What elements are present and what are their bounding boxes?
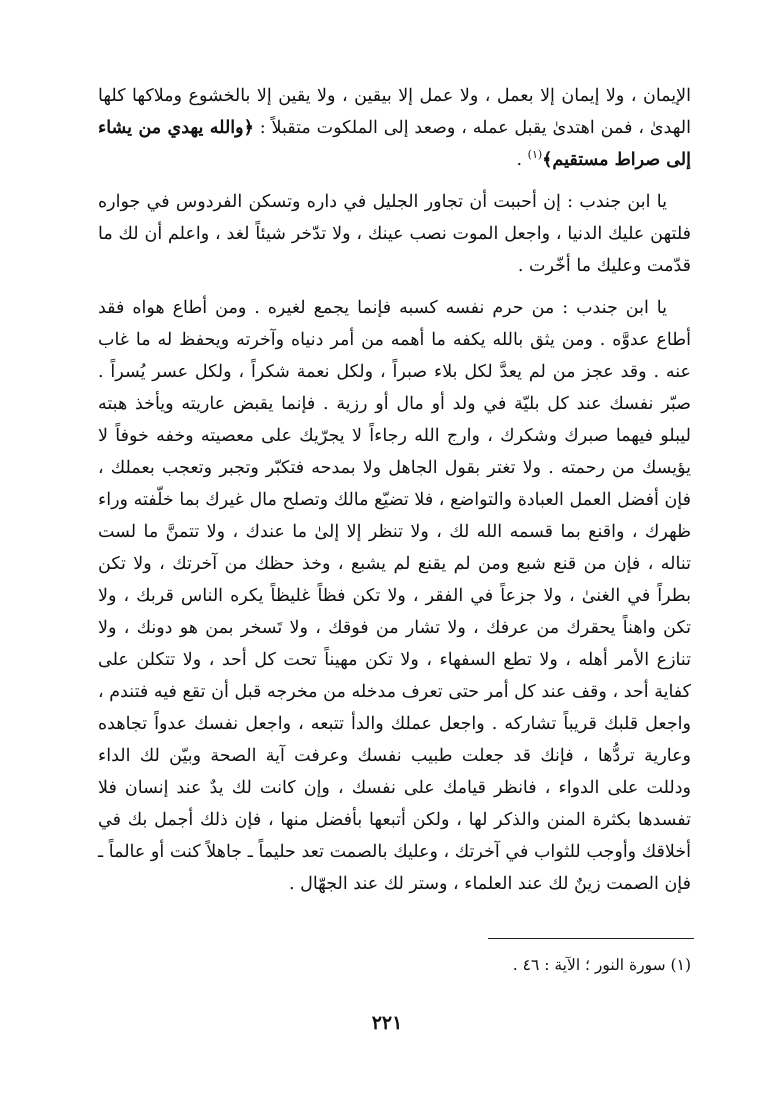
footnote-reference: (١) xyxy=(527,148,543,162)
paragraph-2: يا ابن جندب : إن أحببت أن تجاور الجليل في داره وتسكن الفردوس في جواره فلتهن عليك الدنيا ، واجعل الموت نصب عينك ، ولا تدّخر شيئاً لغد ، واعلم أن لك ما قدّمت وعليك ما أخّرت . xyxy=(98,192,691,276)
paragraph-1 xyxy=(98,80,691,176)
paragraph-3: يا ابن جندب : من حرم نفسه كسبه فإنما يجمع لغيره . ومن أطاع هواه فقد أطاع عدوَّه . ومن يثق بالله يكفه ما أهمه من أمر دنياه وآخرته ويحفظ له ما غاب عنه . وقد عجز من لم يعدَّ لكل بلاء صبراً ، ولكل نعمة شكراً ، ولكل عسر يُسراً . صبّر نفسك عند كل بليّة في ولد أو مال أو رزية . فإنما يقبض عاريته ويأخذ هبته ليبلو فيهما صبرك وشكرك ، وارج الله رجاءاً لا يجرّيك على معصيته وخفه خوفاً لا يؤيسك من رحمته . ولا تغتر بقول الجاهل ولا بمدحه فتكبّر وتجبر وتعجب بعملك ، فإن أفضل العمل العبادة والتواضع ، فلا تضيّع مالك وتصلح مال غيرك بما خلّفته وراء ظهرك ، واقنع بما قسمه الله لك ، ولا تنظر إلا إلىٰ ما عندك ، ولا تتمنَّ ما لست تناله ، فإن من قنع شبع ومن لم يقنع لم يشبع ، وخذ حظك من آخرتك ، ولا تكن بطراً في الغنىٰ ، ولا جزعاً في الفقر ، ولا تكن فظاً غليظاً يكره الناس قربك ، ولا تكن واهناً يحقرك من عرفك ، ولا تشار من فوقك ، ولا تَسخر بمن هو دونك ، ولا تنازع الأمر أهله ، ولا تطع السفهاء ، ولا تكن مهيناً تحت كل أحد ، ولا تتكلن على كفاية أحد ، وقف عند كل أمر حتى تعرف مدخله من مخرجه قبل أن تقع فيه فتندم ، واجعل قلبك قريباً تشاركه . واجعل عملك والدأ تتبعه ، واجعل نفسك عدواً تجاهده وعارية تردُّها ، فإنك قد جعلت طبيب نفسك وعرفت آية الصحة وبيّن لك الداء ودللت على الدواء ، فانظر قيامك على نفسك ، وإن كانت لك يدٌ عند إنسان فلا تفسدها بكثرة المنن والذكر لها ، ولكن أتبعها بأفضل منها ، فإن ذلك أجمل بك في أخلاقك وأوجب للثواب في آخرتك ، وعليك بالصمت تعد حليماً ـ جاهلاً كنت أو عالماً ـ فإن الصمت زينٌ لك عند العلماء ، وستر لك عند الجهّال . xyxy=(98,298,691,894)
footnote: (١) سورة النور ؛ الآية : ٤٦ . xyxy=(512,956,691,974)
footnote-divider xyxy=(488,938,694,939)
quran-verse: ﴿والله يهدي من يشاء إلى صراط مستقيم﴾ xyxy=(98,118,691,170)
paragraph-1-end: . xyxy=(516,150,528,170)
main-text xyxy=(98,80,691,900)
paragraph-1-text: الإيمان ، ولا إيمان إلا بعمل ، ولا عمل إلا بيقين ، ولا يقين إلا بالخشوع وملاكها كلها الهدىٰ ، فمن اهتدىٰ يقبل عمله ، وصعد إلى الملكوت متقبلاً : xyxy=(98,86,691,138)
page-number: ٢٢١ xyxy=(371,1012,403,1034)
